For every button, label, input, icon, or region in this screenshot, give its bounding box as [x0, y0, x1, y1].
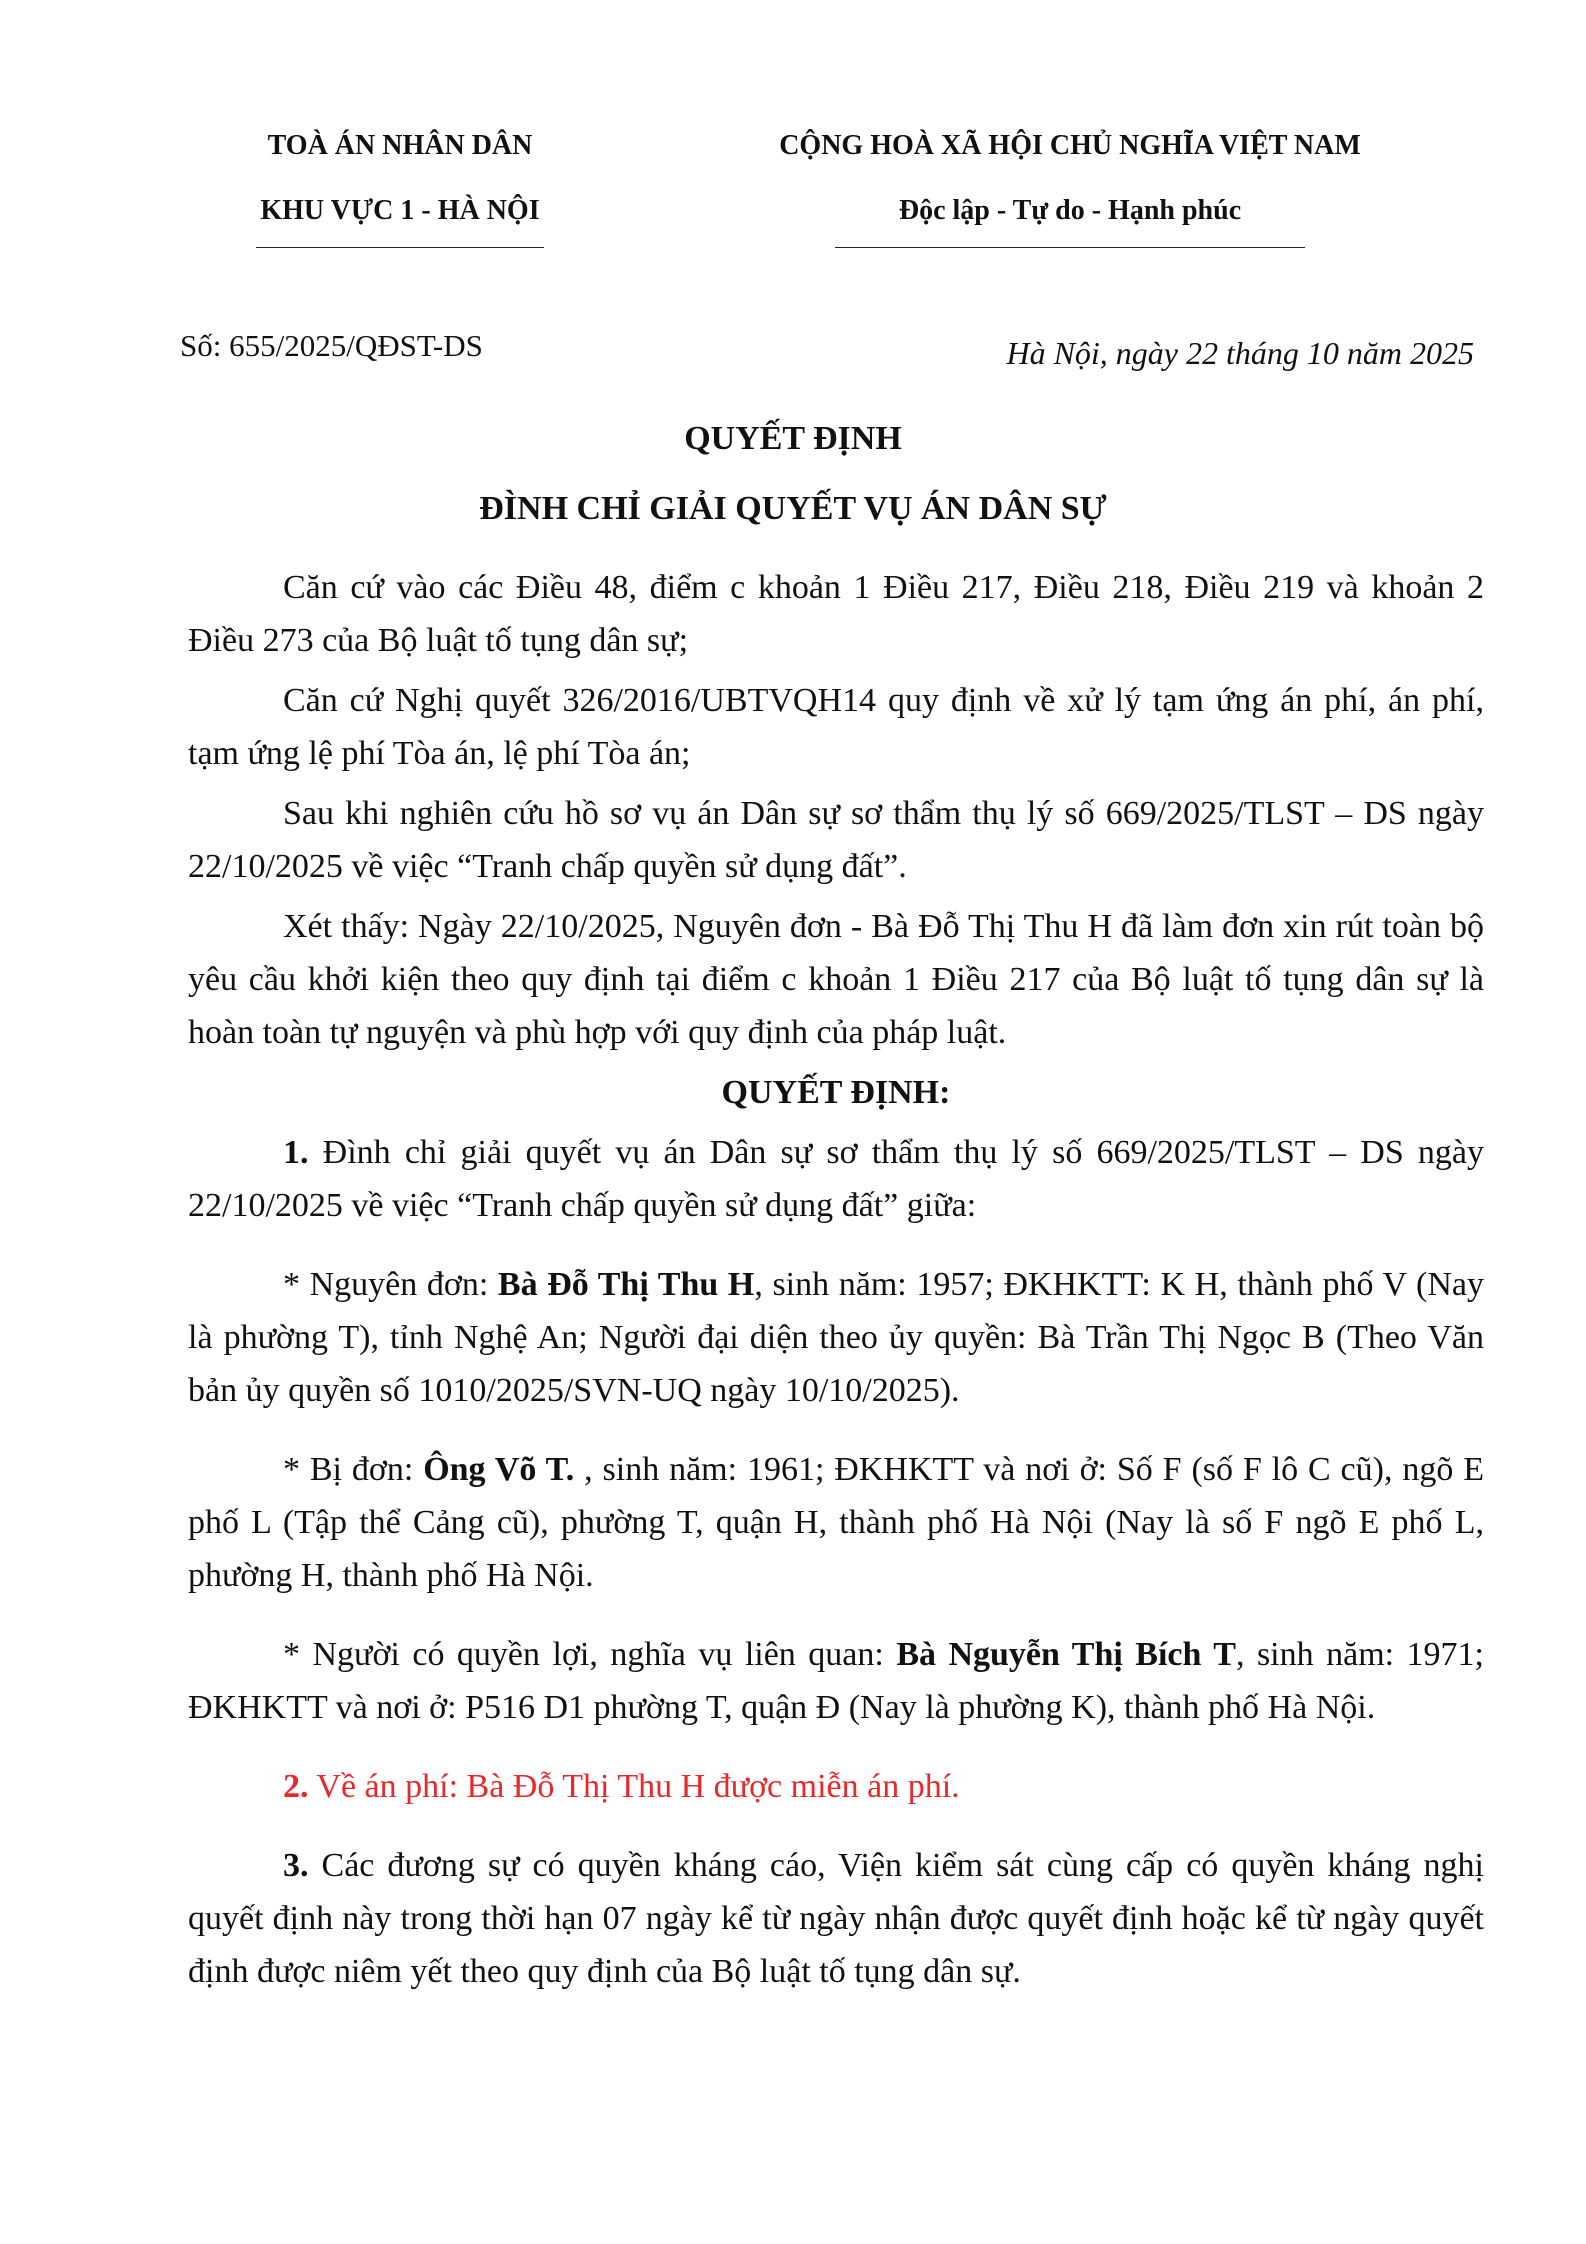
- party-details: , sinh năm: 1957; ĐKHKTT: K H, thành phố V (Nay là phường T), tỉnh Nghệ An; Người đại diện theo ủy quyền: Bà Trần Thị Ngọc B (Theo Văn bản ủy quyền số 1010/2025/SVN-UQ ngày 10/10/2025).: [188, 1266, 1484, 1409]
- decision-heading: QUYẾT ĐỊNH:: [721, 1074, 951, 1111]
- item-text: Các đương sự có quyền kháng cáo, Viện kiểm sát cùng cấp có quyền kháng nghị quyết định này trong thời hạn 07 ngày kể từ ngày nhận được quyết định hoặc kể từ ngày quyết định được niêm yết theo quy định của Bộ luật tố tụng dân sự.: [188, 1847, 1484, 1990]
- related-party-paragraph: [188, 1628, 1484, 1734]
- document-subtitle: ĐÌNH CHỈ GIẢI QUYẾT VỤ ÁN DÂN SỰ: [479, 490, 1107, 527]
- place-date: Hà Nội, ngày 22 tháng 10 năm 2025: [1006, 335, 1474, 371]
- item-text: Đình chỉ giải quyết vụ án Dân sự sơ thẩm thụ lý số 669/2025/TLST – DS ngày 22/10/2025 về việc “Tranh chấp quyền sử dụng đất” giữa:: [188, 1134, 1484, 1224]
- party-details: , sinh năm: 1961; ĐKHKTT và nơi ở: Số F (số F lô C cũ), ngõ E phố L (Tập thể Cảng cũ), phường T, quận H, thành phố Hà Nội (Nay là số F ngõ E phố L, phường H, thành phố Hà Nội.: [188, 1451, 1484, 1594]
- decision-item-2: [188, 1760, 1484, 1813]
- ground-paragraph: Sau khi nghiên cứu hồ sơ vụ án Dân sự sơ thẩm thụ lý số 669/2025/TLST – DS ngày 22/10/2025 về việc “Tranh chấp quyền sử dụng đất”.: [188, 795, 1484, 885]
- item-number: 1.: [283, 1134, 309, 1171]
- document-number: Số: 655/2025/QĐST-DS: [180, 328, 483, 363]
- decision-item-1: [188, 1126, 1484, 1232]
- ground-paragraph: Căn cứ Nghị quyết 326/2016/UBTVQH14 quy định về xử lý tạm ứng án phí, án phí, tạm ứng lệ phí Tòa án, lệ phí Tòa án;: [188, 682, 1484, 772]
- plaintiff-paragraph: [188, 1258, 1484, 1417]
- document-title: QUYẾT ĐỊNH: [684, 420, 902, 457]
- court-name-line1: TOÀ ÁN NHÂN DÂN: [267, 130, 533, 161]
- consideration-paragraph: Xét thấy: Ngày 22/10/2025, Nguyên đơn - Bà Đỗ Thị Thu H đã làm đơn xin rút toàn bộ yêu cầu khởi kiện theo quy định tại điểm c khoản 1 Điều 217 của Bộ luật tố tụng dân sự là hoàn toàn tự nguyện và phù hợp với quy định của pháp luật.: [188, 908, 1484, 1051]
- item-number: 2.: [283, 1768, 309, 1805]
- defendant-paragraph: [188, 1443, 1484, 1602]
- nation-name: CỘNG HOÀ XÃ HỘI CHỦ NGHĨA VIỆT NAM: [779, 130, 1361, 161]
- court-name-line2: KHU VỰC 1 - HÀ NỘI: [260, 195, 540, 226]
- item-text: Về án phí: Bà Đỗ Thị Thu H được miễn án phí.: [308, 1768, 960, 1805]
- party-label: * Nguyên đơn:: [283, 1266, 498, 1303]
- court-underline: [256, 247, 544, 248]
- document-body: [188, 561, 1484, 1998]
- party-details: , sinh năm: 1971; ĐKHKTT và nơi ở: P516 D1 phường T, quận Đ (Nay là phường K), thành phố Hà Nội.: [188, 1636, 1485, 1726]
- decision-item-3: [188, 1839, 1484, 1998]
- party-name: Bà Đỗ Thị Thu H: [497, 1266, 755, 1303]
- item-number: 3.: [283, 1847, 309, 1884]
- party-label: * Bị đơn:: [283, 1451, 424, 1488]
- party-name: Ông Võ T.: [423, 1451, 585, 1488]
- party-name: Bà Nguyễn Thị Bích T: [896, 1636, 1236, 1673]
- nation-motto: Độc lập - Tự do - Hạnh phúc: [898, 195, 1242, 226]
- ground-paragraph: Căn cứ vào các Điều 48, điểm c khoản 1 Điều 217, Điều 218, Điều 219 và khoản 2 Điều 273 của Bộ luật tố tụng dân sự;: [188, 569, 1484, 659]
- party-label: * Người có quyền lợi, nghĩa vụ liên quan:: [283, 1636, 897, 1673]
- motto-underline: [835, 247, 1305, 248]
